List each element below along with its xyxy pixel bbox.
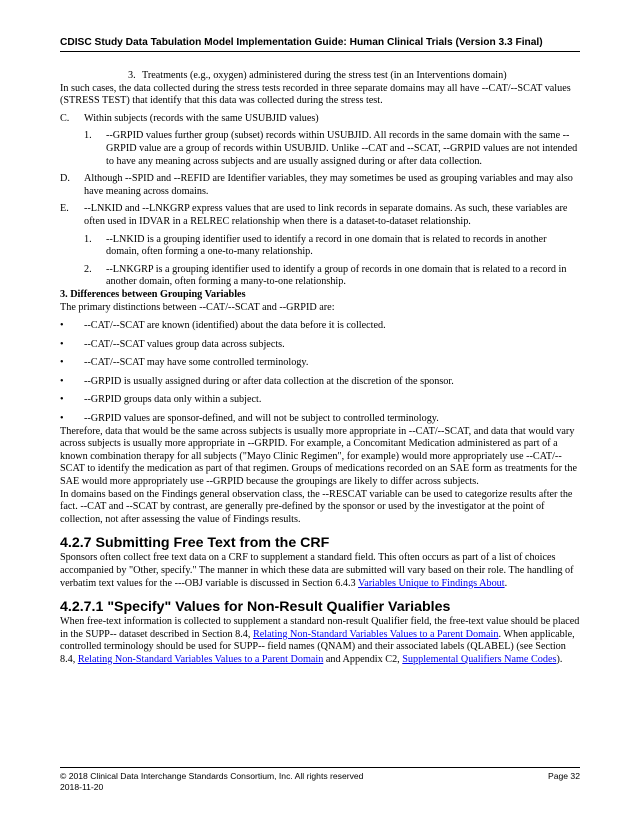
page-content [60,70,580,667]
list-text: Treatments (e.g., oxygen) administered during the stress test (in an Interventions domain) [142,70,507,81]
bullet-icon: • [60,338,64,350]
paragraph-text: and Appendix C2, [323,653,403,665]
bullet-icon: • [60,375,64,387]
bullet-item [60,376,580,389]
bullet-item [60,413,580,426]
footer-date: 2018-11-20 [60,782,104,792]
link-variables-unique-to-findings-about[interactable]: Variables Unique to Findings About [358,577,505,589]
footer-info [60,771,363,793]
header-divider [60,51,580,52]
bullet-item [60,320,580,333]
list-letter: E. [60,203,69,215]
list-text: --LNKGRP is a grouping identifier used to identify a group of records in one domain that is related to a record in another domain, often forming a many-to-one relationship. [106,263,567,288]
bullet-icon: • [60,394,64,406]
list-text: Although --SPID and --REFID are Identifier variables, they may sometimes be used as grouping variables and may also have meaning across domains. [84,173,573,197]
link-relating-nonstandard-variables[interactable]: Relating Non-Standard Variables Values to a Parent Domain [252,628,499,640]
list-letter: D. [60,173,70,185]
list-item-e [60,203,580,228]
section-4-2-7-paragraph [60,552,580,590]
bullet-icon: • [60,357,64,369]
page-number: Page 32 [547,771,580,781]
subsection-heading: 3. Differences between Grouping Variables [60,288,246,300]
bullet-text: --GRPID values are sponsor-defined, and will not be subject to controlled terminology. [84,413,439,425]
list-text: --LNKID is a grouping identifier used to identify a record in one domain that is related to records in another domain, often forming a one-to-many relationship. [106,233,547,258]
paragraph-text: When free-text information is collected to supplement a standard non-result Qualifier field, the free-text value should be placed in the SUPP-- dataset described in Section 8.4, [60,616,580,640]
list-item-e1 [84,234,580,259]
paragraph-text: ). [556,653,563,665]
document-title: CDISC Study Data Tabulation Model Implementation Guide: Human Clinical Trials (Version 3.3 Final) [60,37,543,48]
section-heading-4-2-7-1: 4.2.7.1 "Specify" Values for Non-Result Qualifier Variables [60,599,451,616]
bullet-icon: • [60,413,64,425]
list-number: 2. [84,263,92,275]
list-number: 1. [84,130,92,142]
bullet-item [60,394,580,407]
bullet-text: --CAT/--SCAT may have some controlled terminology. [84,357,309,369]
list-item-e2 [84,264,580,289]
section-heading-4-2-7: 4.2.7 Submitting Free Text from the CRF [60,535,330,552]
link-supplemental-qualifiers-name-codes[interactable]: Supplemental Qualifiers Name Codes [402,653,557,665]
link-relating-nonstandard-variables[interactable]: Relating Non-Standard Variables Values to a Parent Domain [77,653,324,665]
list-text: --GRPID values further group (subset) records within USUBJID. All records in the same domain with the same --GRPID value are a group of records within USUBJID. Unlike --CAT and --SCAT, --GRPID values are not intended to have any meaning across subjects and are usually assigned during or after data collection. [106,130,578,167]
list-text: --LNKID and --LNKGRP express values that are used to link records in separate domains. As such, these variables are often used in IDVAR in a RELREC relationship when there is a dataset-to-dataset relationship. [84,203,568,227]
bullet-text: --GRPID is usually assigned during or after data collection at the discretion of the sponsor. [84,375,454,387]
list-item-d [60,173,580,198]
footer-divider [60,767,580,768]
list-number: 3. [128,70,136,81]
paragraph-text: Sponsors often collect free text data on a CRF to supplement a standard field. This often occurs as part of a list of choices accompanied by "Other, specify." The manner in which these data are submitted will vary based on their role. The handling of verbatim text values for the ---OBJ variable is discussed in Section 6.4.3 [60,552,574,589]
bullet-text: --CAT/--SCAT are known (identified) about the data before it is collected. [84,320,386,332]
list-item-3 [128,70,580,83]
bullet-item [60,357,580,370]
bullet-text: --GRPID groups data only within a subject. [84,394,262,406]
section-4-2-7-1-paragraph [60,616,580,666]
list-item-c1 [84,130,580,168]
item3-note: In such cases, the data collected during the stress tests recorded in three separate domains may all have --CAT/--SCAT values (STRESS TEST) that identify that this data was collected during the stress test. [60,82,571,107]
list-letter: C. [60,112,70,124]
bullet-item [60,339,580,352]
list-number: 1. [84,233,92,245]
bullet-icon: • [60,320,64,332]
body-paragraph: In domains based on the Findings general observation class, the --RESCAT variable can be used to categorize results after the fact. --CAT and --SCAT by contrast, are generally pre-defined by the sponsor or used by the investigator at the point of collection, not after assessing the value of Findings results. [60,488,573,525]
list-text: Within subjects (records with the same USUBJID values) [84,112,319,124]
bullet-text: --CAT/--SCAT values group data across subjects. [84,338,285,350]
copyright-text: © 2018 Clinical Data Interchange Standards Consortium, Inc. All rights reserved [60,771,364,781]
body-paragraph: Therefore, data that would be the same across subjects is usually more appropriate in --CAT/--SCAT, and data that would vary across subjects is usually more appropriate in --GRPID. For example, a Concomitant Medication administered as part of a known combination therapy for all subjects ("Mayo Clinic Regimen", for example) would more appropriately use --CAT/--SCAT to identify the medication as part of that regimen. Groups of medications recorded on an SAE form as treatments for the SAE would more appropriately use --GRPID because the groupings are likely to differ across subjects. [60,425,577,488]
paragraph-text: . When applicable, controlled terminology should be used for SUPP-- field names (QNAM) and their associated labels (QLABEL) (see Section 8.4, [60,628,575,665]
intro-paragraph: The primary distinctions between --CAT/--SCAT and --GRPID are: [60,301,335,313]
list-item-c [60,113,580,126]
paragraph-text: . [504,577,508,589]
